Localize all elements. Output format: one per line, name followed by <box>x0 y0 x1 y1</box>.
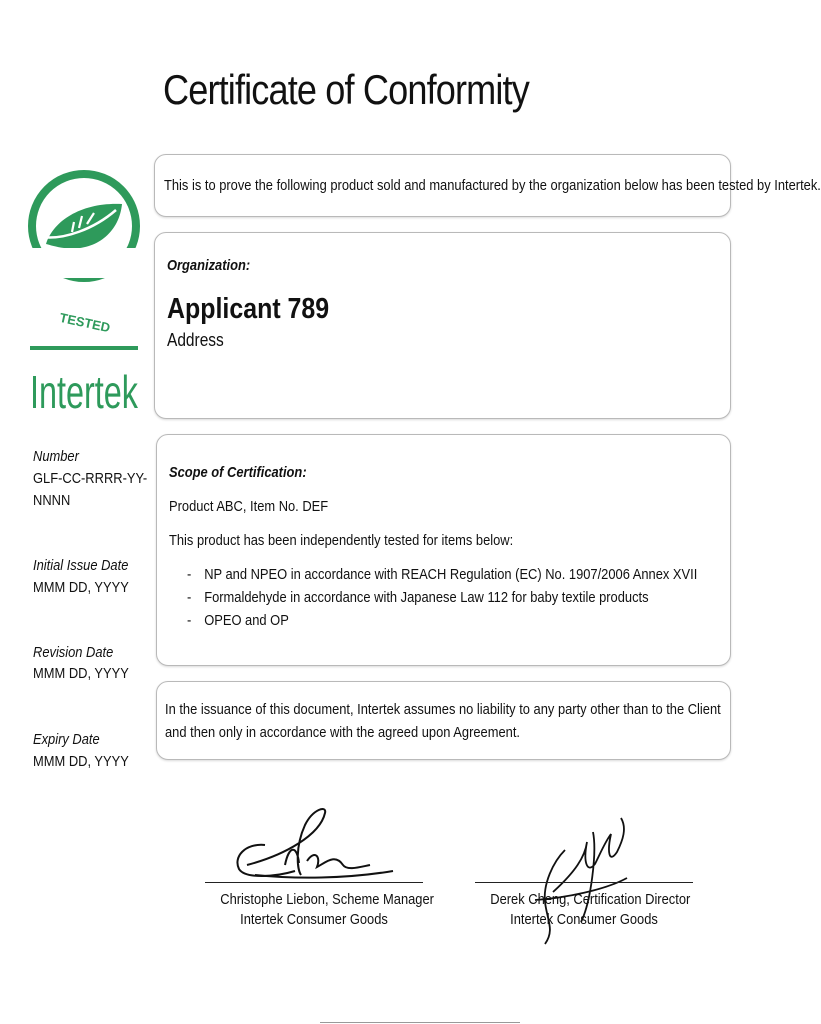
organization-name: Applicant 789 <box>167 293 330 325</box>
signatory-organization: Intertek Consumer Goods <box>510 911 658 928</box>
signatory-name-title: Derek Cheng, Certification Director <box>490 891 691 908</box>
scope-label: Scope of Certification: <box>169 464 307 481</box>
liability-text: In the issuance of this document, Intertek assumes no liability to any party other than to the Client and then only in accordance with the agreed upon Agreement. <box>165 701 721 741</box>
scope-product: Product ABC, Item No. DEF <box>169 498 329 515</box>
signatory-name-title: Christophe Liebon, Scheme Manager <box>220 891 434 908</box>
liability-box <box>156 681 731 760</box>
scope-box <box>156 434 731 666</box>
expiry-date-value: MMM DD, YYYY <box>33 753 129 770</box>
signatory-1-caption <box>205 891 434 928</box>
signature-line <box>475 882 693 883</box>
list-item: - Formaldehyde in accordance with Japanese Law 112 for baby textile products <box>187 589 649 606</box>
list-item: - NP and NPEO in accordance with REACH Regulation (EC) No. 1907/2006 Annex XVII <box>187 566 698 583</box>
initial-issue-value: MMM DD, YYYY <box>33 579 129 596</box>
intro-text: This is to prove the following product sold and manufactured by the organization below has been tested by Intertek. <box>164 177 821 194</box>
signatory-organization: Intertek Consumer Goods <box>240 911 388 928</box>
revision-date-label: Revision Date <box>33 644 114 661</box>
expiry-date-label: Expiry Date <box>33 731 100 748</box>
organization-address: Address <box>167 330 224 350</box>
number-value: GLF-CC-RRRR-YY- <box>33 470 148 487</box>
signature-liebon <box>225 805 395 883</box>
intro-box <box>154 154 821 217</box>
organization-box <box>154 232 731 419</box>
organization-label: Organization: <box>167 257 251 274</box>
revision-date-value: MMM DD, YYYY <box>33 665 129 682</box>
signatory-2-caption <box>475 891 693 928</box>
intertek-brand-text: Intertek <box>30 366 139 418</box>
signature-line <box>205 882 423 883</box>
scope-item-text: Formaldehyde in accordance with Japanese Law 112 for baby textile products <box>204 589 649 606</box>
scope-item-text: OPEO and OP <box>204 612 289 629</box>
initial-issue-label: Initial Issue Date <box>33 557 129 574</box>
tested-seal-icon <box>24 124 144 419</box>
scope-tested-intro: This product has been independently tested for items below: <box>169 532 514 549</box>
scope-item-text: NP and NPEO in accordance with REACH Regulation (EC) No. 1907/2006 Annex XVII <box>204 566 698 583</box>
intertek-tested-logo <box>24 124 144 419</box>
number-value-continued: NNNN <box>33 492 71 509</box>
number-label: Number <box>33 448 79 465</box>
bottom-divider <box>320 1022 520 1023</box>
tested-text: TESTED <box>58 309 112 336</box>
certificate-title: Certificate of Conformity <box>163 66 529 113</box>
list-item: - OPEO and OP <box>187 612 289 629</box>
